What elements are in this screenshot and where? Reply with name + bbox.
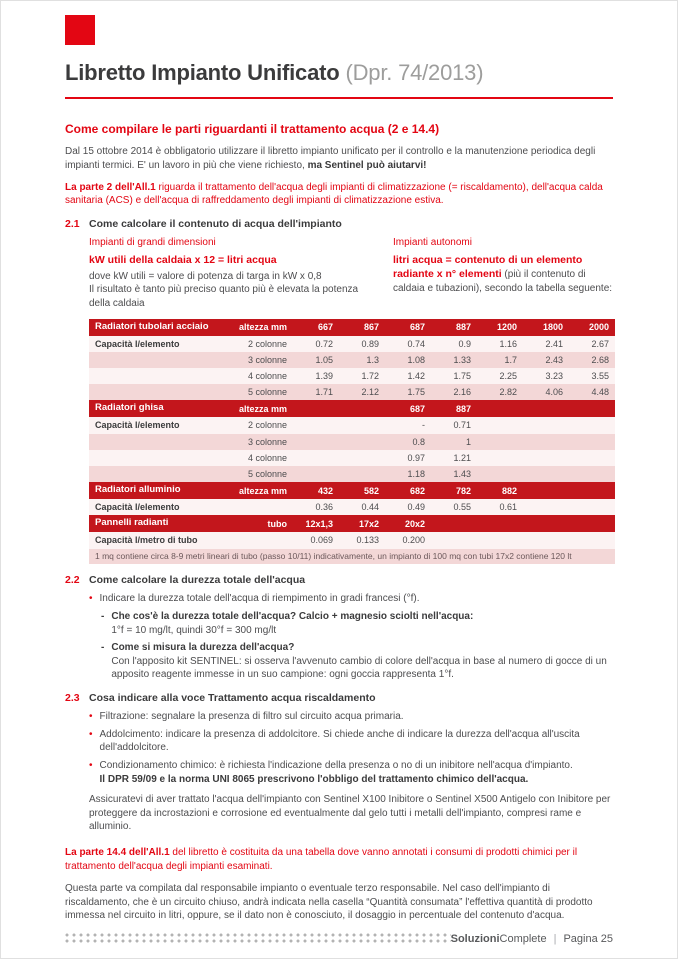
table-data-row [89, 450, 615, 466]
autonomous-systems-text [393, 253, 613, 296]
section-2-3-heading [65, 691, 613, 705]
table-data-row [89, 499, 615, 515]
table-cell: 2.41 [545, 338, 563, 349]
table-cell: 882 [501, 485, 517, 496]
table-cell: 2.68 [591, 354, 609, 365]
bullet-icon: • [89, 759, 93, 771]
table-cell [523, 434, 569, 450]
table-cell: 1800 [542, 321, 563, 332]
page-title-main: Libretto Impianto Unificato [65, 60, 340, 85]
section-number: 2.1 [65, 217, 80, 230]
table-data-row [89, 336, 615, 352]
table-cell [293, 466, 339, 482]
table-data-row [89, 532, 615, 548]
capacity-table-body [89, 319, 615, 565]
table-cell: 0.72 [315, 338, 333, 349]
table-cell: 782 [455, 485, 471, 496]
table-cell [569, 499, 615, 515]
table-cell: Capacità l/metro di tubo [95, 535, 198, 546]
table-cell: 2.25 [499, 370, 517, 381]
table-cell: 0.36 [315, 502, 333, 513]
table-cell: altezza mm [238, 321, 287, 332]
list-item-question: Come si misura la durezza dell'acqua? [111, 642, 295, 654]
large-systems-note-2: Il risultato è tanto più preciso quanto più è elevata la potenza della caldaia [89, 284, 359, 309]
table-cell [223, 532, 293, 548]
table-cell: 0.49 [407, 502, 425, 513]
intro-paragraph-text: Dal 15 ottobre 2014 è obbligatorio utilizzare il libretto impianto unificato per il controllo e la manutenzione periodica degli impianti termici. E' un lavoro in più che viene richiesto, [65, 146, 596, 171]
table-cell [293, 400, 339, 417]
table-cell [523, 532, 569, 548]
table-cell: altezza mm [238, 485, 287, 496]
table-cell: 0.97 [407, 452, 425, 463]
list-item-question: Che cos'è la durezza totale dell'acqua? Calcio + magnesio sciolti nell'acqua: [111, 610, 474, 622]
list-item [89, 710, 613, 724]
table-cell [569, 417, 615, 433]
section-title: Come calcolare la durezza totale dell'acqua [89, 574, 306, 587]
table-cell: 3 colonne [247, 354, 287, 365]
table-cell: 2.43 [545, 354, 563, 365]
table-cell [477, 466, 523, 482]
list-item-text [111, 610, 473, 637]
table-cell: Capacità l/elemento [95, 502, 180, 513]
table-cell: 1.42 [407, 370, 425, 381]
table-cell [477, 417, 523, 433]
list-item [89, 592, 613, 606]
intro-paragraph-bold: ma Sentinel può aiutarvi! [307, 159, 427, 171]
table-cell: 687 [409, 321, 425, 332]
table-cell: 1200 [496, 321, 517, 332]
dash-icon: - [101, 610, 105, 622]
section-title: Come calcolare il contenuto di acqua dell'impianto [89, 217, 342, 230]
table-cell [339, 434, 385, 450]
table-cell: 867 [363, 321, 379, 332]
table-cell: 0.61 [499, 502, 517, 513]
autonomous-systems-column [393, 236, 613, 311]
doc-heading: Come compilare le parti riguardanti il trattamento acqua (2 e 14.4) [65, 122, 440, 136]
table-cell: Capacità l/elemento [95, 338, 180, 349]
list-item-text [100, 759, 573, 786]
table-cell: 1.3 [366, 354, 379, 365]
table-cell: tubo [267, 518, 287, 529]
intro-paragraph [65, 145, 613, 172]
section-2-1 [65, 217, 613, 564]
section-2-3-body [89, 710, 613, 834]
table-cell: 2000 [588, 321, 609, 332]
table-cell: 687 [409, 403, 425, 414]
section-number: 2.2 [65, 574, 80, 587]
table-cell: 1.16 [499, 338, 517, 349]
table-cell: 0.74 [407, 338, 425, 349]
table-cell: 887 [455, 403, 471, 414]
table-cell: 1.75 [453, 370, 471, 381]
large-systems-column [89, 236, 377, 311]
table-cell: 0.069 [310, 535, 333, 546]
section-2-1-body [89, 236, 613, 564]
table-cell: 5 colonne [247, 469, 287, 480]
table-cell: 12x1,3 [305, 518, 333, 529]
table-section-header-row [89, 515, 615, 532]
large-systems-formula: kW utili della caldaia x 12 = litri acqua [89, 253, 277, 266]
table-cell [431, 532, 477, 548]
table-cell [569, 515, 615, 532]
table-cell [523, 400, 569, 417]
table-cell: 3.55 [591, 370, 609, 381]
list-item-text [111, 641, 613, 682]
table-cell: 2.12 [361, 387, 379, 398]
table-cell [523, 499, 569, 515]
table-cell: 1.72 [361, 370, 379, 381]
table-cell: 4.06 [545, 387, 563, 398]
table-cell [523, 466, 569, 482]
table-cell: 0.55 [453, 502, 471, 513]
autonomous-systems-label: Impianti autonomi [393, 236, 472, 248]
table-cell: altezza mm [238, 403, 287, 414]
table-cell [477, 532, 523, 548]
table-cell: 1.08 [407, 354, 425, 365]
table-cell: 1.18 [407, 469, 425, 480]
page-title [65, 60, 613, 86]
table-data-row [89, 352, 615, 368]
table-cell: 432 [317, 485, 333, 496]
autonomous-systems-rest: (più il contenuto di caldaia e tubazioni), secondo la tabella seguente: [393, 269, 613, 294]
table-cell: Capacità l/elemento [95, 420, 180, 431]
table-cell [339, 400, 385, 417]
table-cell: Radiatori ghisa [95, 402, 164, 414]
table-cell: 887 [455, 321, 471, 332]
part2-note-text: riguarda il trattamento dell'acqua degli impianti di climatizzazione (= riscaldamento), dell'acqua calda sanitaria (ACS) e dell'acqua di raffreddamento degli impianti di climatizzazione estiva. [65, 181, 603, 207]
table-footnote-row [89, 549, 615, 565]
bullet-icon: • [89, 593, 93, 605]
table-cell [523, 450, 569, 466]
footer-brand-rest: Complete [499, 933, 547, 945]
table-cell [569, 532, 615, 548]
table-cell: 0.71 [453, 420, 471, 431]
table-cell: 1.7 [504, 354, 517, 365]
section-2-2-body [89, 592, 613, 682]
table-footnote: 1 mq contiene circa 8-9 metri lineari di tubo (passo 10/11) indicativamente, un impianto di 100 mq con tubi 17x2 contiene 120 lt [95, 550, 572, 561]
list-item [89, 728, 613, 755]
table-data-row [89, 466, 615, 482]
table-cell [89, 466, 223, 482]
table-cell: 0.89 [361, 338, 379, 349]
list-item-answer: Con l'apposito kit SENTINEL: si osserva l'avvenuto cambio di colore dell'acqua in base al numero di gocce di un apposito reagente immesse in un suo campione: ogni goccia rappresenta 1°f. [111, 655, 607, 681]
section-number: 2.3 [65, 691, 80, 704]
table-cell: 1.05 [315, 354, 333, 365]
table-section-header-row [89, 482, 615, 499]
list-item-text: Indicare la durezza totale dell'acqua di riempimento in gradi francesi (°f). [99, 593, 420, 605]
table-section-header-row [89, 400, 615, 417]
table-cell [477, 434, 523, 450]
formulas-columns [89, 236, 613, 311]
table-cell [523, 482, 569, 499]
table-cell: 2.16 [453, 387, 471, 398]
table-cell [477, 400, 523, 417]
brand-logo [65, 15, 95, 45]
list-item-answer: 1°f = 10 mg/lt, quindi 30°f = 300 mg/lt [111, 624, 277, 636]
closing-paragraph: Questa parte va compilata dal responsabile impianto o eventuale terzo responsabile. Nel caso dell'impianto di riscaldamento, che è un circuito chiuso, andrà indicata nella casella “Quantità consumata” l'effettiva quantità di prodotto immessa nel circuito in litri, oppure, se il dato non è conosciuto, il dosaggio in percentuale del contenuto d'acqua. [65, 883, 593, 922]
bullet-icon: • [89, 711, 93, 723]
table-cell [339, 450, 385, 466]
capacity-table [89, 319, 615, 565]
table-cell: 0.44 [361, 502, 379, 513]
table-cell: 17x2 [358, 518, 379, 529]
table-cell: 2 colonne [247, 420, 287, 431]
list-item [101, 641, 613, 682]
part2-note [65, 181, 613, 208]
table-cell: 1.39 [315, 370, 333, 381]
table-cell [89, 450, 223, 466]
autonomous-systems-formula: litri acqua = contenuto di un elemento radiante x n° elementi [393, 253, 583, 281]
section-2-3 [65, 691, 613, 834]
table-cell: 0.9 [458, 338, 471, 349]
table-cell: 20x2 [404, 518, 425, 529]
table-cell: 682 [409, 485, 425, 496]
footer-separator: | [553, 933, 557, 945]
list-item-bold: Il DPR 59/09 e la norma UNI 8065 prescrivono l'obbligo del trattamento chimico dell'acqua. [99, 773, 529, 785]
page-title-suffix: (Dpr. 74/2013) [345, 60, 484, 85]
table-cell: 4 colonne [247, 452, 287, 463]
part2-note-lead: La parte 2 dell'All.1 [65, 181, 156, 193]
page-header [1, 1, 677, 86]
table-cell: 5 colonne [247, 387, 287, 398]
footer-page-number: Pagina 25 [563, 933, 613, 945]
table-cell: 1.71 [315, 387, 333, 398]
table-data-row [89, 417, 615, 433]
table-cell [89, 368, 223, 384]
table-cell: 1.75 [407, 387, 425, 398]
table-cell: - [422, 420, 425, 431]
table-cell: 1.21 [453, 452, 471, 463]
part14-note-lead: La parte 14.4 dell'All.1 [65, 846, 170, 858]
table-data-row [89, 384, 615, 400]
table-data-row [89, 368, 615, 384]
table-cell: 2.82 [499, 387, 517, 398]
list-item [101, 610, 613, 637]
section-title: Cosa indicare alla voce Trattamento acqua riscaldamento [89, 691, 376, 704]
table-cell [523, 417, 569, 433]
table-cell [223, 499, 293, 515]
table-cell [569, 400, 615, 417]
table-cell: 4 colonne [247, 370, 287, 381]
table-cell [89, 384, 223, 400]
table-cell: 0.133 [356, 535, 379, 546]
table-cell: 1.33 [453, 354, 471, 365]
table-cell: 3 colonne [247, 436, 287, 447]
table-cell: 2 colonne [247, 338, 287, 349]
bullet-icon: • [89, 728, 93, 740]
table-cell [293, 450, 339, 466]
section-2-2 [65, 573, 613, 682]
table-cell [293, 417, 339, 433]
table-cell [89, 352, 223, 368]
table-cell [569, 482, 615, 499]
dash-icon: - [101, 642, 105, 654]
footer-dots-pattern [65, 933, 451, 945]
page-footer [65, 933, 613, 945]
table-cell: 1 [465, 436, 471, 447]
table-cell: 0.8 [412, 436, 425, 447]
table-cell [477, 450, 523, 466]
table-cell [431, 515, 477, 532]
section-2-2-heading [65, 573, 613, 587]
table-cell: Radiatori tubolari acciaio [95, 320, 209, 332]
table-cell: 667 [317, 321, 333, 332]
table-cell: 4.48 [591, 387, 609, 398]
table-cell [569, 466, 615, 482]
table-data-row [89, 434, 615, 450]
table-section-header-row [89, 319, 615, 336]
large-systems-label: Impianti di grandi dimensioni [89, 236, 216, 248]
table-cell [523, 515, 569, 532]
section-2-1-heading [65, 217, 613, 231]
list-item-text: Filtrazione: segnalare la presenza di filtro sul circuito acqua primaria. [99, 711, 404, 723]
table-cell: 1.43 [453, 469, 471, 480]
table-cell: 3.23 [545, 370, 563, 381]
page-content [1, 99, 677, 923]
list-item-text: Addolcimento: indicare la presenza di addolcitore. Si chiede anche di indicare la durezza dell'acqua all'uscita dell'addolcitore. [99, 728, 580, 754]
table-cell: Radiatori alluminio [95, 484, 181, 496]
table-cell [477, 515, 523, 532]
list-item [89, 759, 613, 786]
table-cell [569, 450, 615, 466]
table-cell [89, 434, 223, 450]
part14-note-text: del libretto è costituita da una tabella dove vanno annotati i consumi di prodotti chimici per il trattamento dell'acqua degli impianti esaminati. [65, 846, 578, 872]
large-systems-note-1: dove kW utili = valore di potenza di targa in kW x 0,8 [89, 270, 322, 282]
table-cell [339, 417, 385, 433]
table-cell: 2.67 [591, 338, 609, 349]
list-item-lead: Condizionamento chimico: è richiesta l'indicazione della presenza o no di un inibitore nell'acqua d'impianto. [99, 759, 573, 771]
table-cell [339, 466, 385, 482]
footer-brand-bold: Soluzioni [450, 933, 500, 945]
table-cell: Pannelli radianti [95, 517, 169, 529]
treatment-paragraph: Assicuratevi di aver trattato l'acqua dell'impianto con Sentinel X100 Inibitore o Sentinel X500 Antigelo con Inibitore per proteggere da incrostazioni e corrosione ed eventualmente dal gelo tutti i metalli dell'impianto, compresi rame e alluminio. [89, 794, 611, 833]
part14-note [65, 846, 613, 873]
table-cell [293, 434, 339, 450]
footer-brand [451, 933, 613, 945]
table-cell: 0.200 [402, 535, 425, 546]
table-cell [569, 434, 615, 450]
table-cell: 582 [363, 485, 379, 496]
